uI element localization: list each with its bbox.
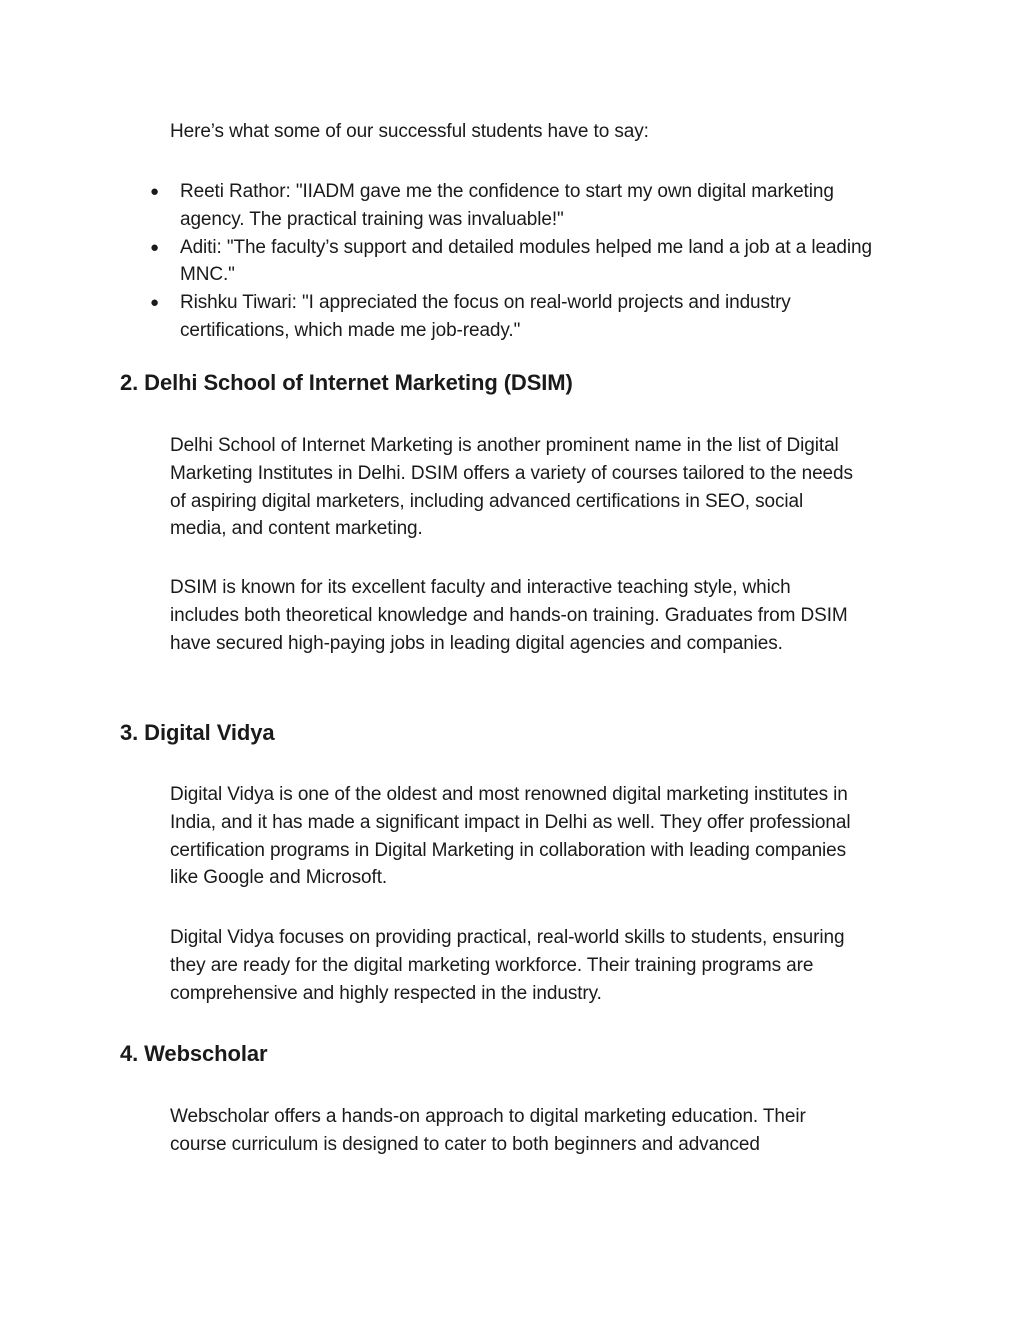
section-heading-webscholar: 4. Webscholar — [120, 1041, 268, 1066]
section-paragraph: Digital Vidya is one of the oldest and most renowned digital marketing institutes in India, and it has made a significant impact in Delhi as well. They offer professional certification programs in Digital Marketing in collaboration with leading companies like Google and Microsoft. — [170, 784, 851, 889]
testimonial-text: Reeti Rathor: "IIADM gave me the confidence to start my own digital marketing agency. The practical training was invaluable!" — [180, 181, 834, 230]
list-item — [150, 178, 890, 234]
testimonial-text: Rishku Tiwari: "I appreciated the focus on real-world projects and industry certifications, which made me job-ready." — [180, 292, 791, 341]
list-item — [150, 234, 890, 290]
testimonials-intro: Here’s what some of our successful students have to say: — [170, 121, 649, 142]
bullet-icon: ● — [150, 183, 159, 200]
testimonial-text: Aditi: "The faculty’s support and detailed modules helped me land a job at a leading MNC." — [180, 236, 872, 286]
section-paragraph: DSIM is known for its excellent faculty and interactive teaching style, which includes both theoretical knowledge and hands-on training. Graduates from DSIM have secured high-paying jobs in leading digital agencies and companies. — [170, 577, 848, 654]
section-paragraph: Delhi School of Internet Marketing is another prominent name in the list of Digital Marketing Institutes in Delhi. DSIM offers a variety of courses tailored to the needs of aspiring digital marketers, including advanced certifications in SEO, social media, and content marketing. — [170, 435, 853, 540]
bullet-icon: ● — [150, 238, 159, 256]
section-paragraph: Digital Vidya focuses on providing practical, real-world skills to students, ensuring they are ready for the digital marketing workforce. Their training programs are comprehensive and highly respected in the industry. — [170, 927, 845, 1004]
section-heading-digital-vidya: 3. Digital Vidya — [120, 720, 275, 745]
section-heading-dsim: 2. Delhi School of Internet Marketing (DSIM) — [120, 370, 573, 395]
bullet-icon: ● — [150, 294, 159, 312]
testimonials-list — [150, 178, 890, 345]
list-item — [150, 289, 890, 345]
section-paragraph: Webscholar offers a hands-on approach to digital marketing education. Their course curriculum is designed to cater to both beginners and advanced — [170, 1106, 806, 1155]
